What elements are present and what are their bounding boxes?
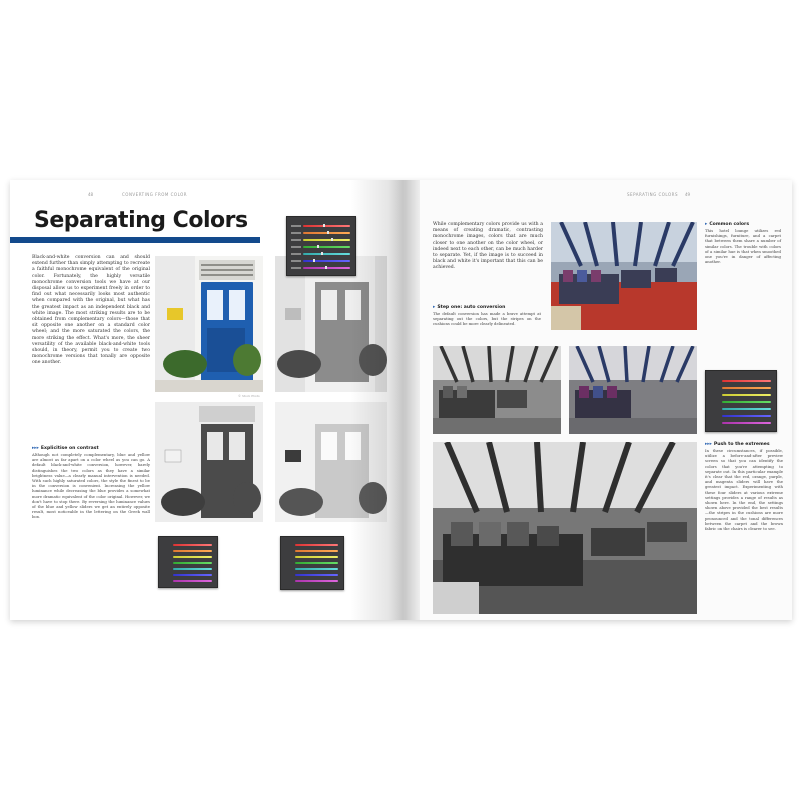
photo-bw-door-1 xyxy=(275,256,387,392)
bw-adjust-panel-3[interactable] xyxy=(280,536,344,590)
page-number-left: 48 xyxy=(88,192,94,197)
slider-track[interactable] xyxy=(303,253,350,255)
slider-label xyxy=(291,225,301,227)
bw-adjust-panel-2[interactable] xyxy=(158,536,218,588)
left-page xyxy=(10,180,405,620)
box-heading-text: Explicitise on contrast xyxy=(40,446,99,451)
slider-track[interactable] xyxy=(303,260,350,262)
box-text: In these circumstances, if possible, utilize a before-and-after preview screen so that you can identify the colors that you're attempting to separate out. In this particular example it's clear that the red, orange, purple, and magenta sliders will have the greatest impact. Experimenting with these four sliders at various extreme settings provides a range of results as shown here. In the end, the settings shown above provided the best results—the stripes in the cushions are more pronounced and the tonal differences between the carpet and the brown fabric on the chairs is clearer to see. xyxy=(705,448,783,532)
explicitise-box xyxy=(32,446,150,520)
box-text: Although not completely complementary, blue and yellow are almost as far apart on a color wheel as you can go. A default black-and-white conversion, however, barely distinguishes the two colors as they have a similar brightness value—a clearly manual intervention is needed. With such highly saturated colors, the style the finest to be in the conversion is convenient. Increasing the yellow luminance while decreasing the blue provides a somewhat more dramatic equivalent of the color original. However, we don't have to stop there. By reversing the luminance values of the blue and yellow sliders we get an entirely opposite result, most noticeable in the lettering on the Greek wall box. xyxy=(32,452,150,520)
slider-track[interactable] xyxy=(722,394,771,396)
lounge-tinted-photo xyxy=(569,346,697,434)
box-heading xyxy=(705,222,781,227)
box-text: The default conversion has made a brave attempt at separating out the colors, but the stripes on the cushions could be more clearly delineated. xyxy=(433,311,541,327)
slider-handle[interactable] xyxy=(321,252,323,255)
running-head-left: CONVERTING FROM COLOR xyxy=(122,192,188,197)
arrow-icon: ▸ xyxy=(705,222,708,227)
arrow-icon: ▸ xyxy=(433,305,436,310)
slider-track[interactable] xyxy=(173,580,212,582)
arrow-icon: ▸▸▸ xyxy=(32,446,39,451)
right-intro-paragraph: While complementary colors provide us with a means of creating dramatic, contrasting monochrome images, colors that are much closer to one another on the color wheel, or indeed next to each other, can be much harder to separate. Yet, if the image is to succeed in black and white it's important that this can be achieved. xyxy=(433,222,543,271)
slider-handle[interactable] xyxy=(317,245,319,248)
blue-door-photo xyxy=(155,256,263,392)
box-heading-text: Step one: auto conversion xyxy=(437,305,506,310)
slider-track[interactable] xyxy=(722,401,771,403)
running-head-right: SEPARATING COLORS xyxy=(627,192,678,197)
box-text: This hotel lounge utilizes red furnishings, furniture, and a carpet that between them share a number of similar colors. The trouble with colors of a similar hue is that when smoothed one you're in danger of affecting another. xyxy=(705,228,781,265)
slider-track[interactable] xyxy=(173,544,212,546)
slider-track[interactable] xyxy=(722,415,771,417)
slider-track[interactable] xyxy=(173,556,212,558)
dark-door-photo xyxy=(155,402,263,522)
page-number-right: 49 xyxy=(685,192,691,197)
title-rule xyxy=(10,237,260,243)
slider-label xyxy=(291,260,301,262)
slider-label xyxy=(291,232,301,234)
slider-track[interactable] xyxy=(303,246,350,248)
photo-bw-door-3 xyxy=(275,402,387,522)
slider-handle[interactable] xyxy=(325,266,327,269)
slider-label xyxy=(291,246,301,248)
slider-label xyxy=(291,239,301,241)
push-to-extremes-box xyxy=(705,442,783,531)
slider-handle[interactable] xyxy=(331,238,333,241)
lounge-bw-photo-1 xyxy=(433,346,561,434)
hotel-lounge-color-photo xyxy=(551,222,697,330)
slider-handle[interactable] xyxy=(327,231,329,234)
slider-track[interactable] xyxy=(173,568,212,570)
slider-track[interactable] xyxy=(303,239,350,241)
intro-paragraph: Black-and-white conversion can and should extend further than simply attempting to recreate a faithful monochrome equivalent of the original color. Fortunately, the highly versatile monochrome conversion tools we have at our disposal allow us to experiment freely in order to find out what necessarily looks most authentic when compared with the original, but what has the greatest impact as an independent black and white image. The most striking results are to be obtained from complementary colors—those that sit opposite one another on a standard color wheel; and the more saturated the colors, the more striking the effect. What's more, the sheer versatility of the available black-and-white tools should, in theory, permit you to create two monochrome versions that tonally are opposite one another. xyxy=(32,255,150,366)
lounge-bw-final-photo xyxy=(433,442,697,614)
photo-lounge-bw-1 xyxy=(433,346,561,434)
slider-track[interactable] xyxy=(173,562,212,564)
grey-door-photo xyxy=(275,256,387,392)
slider-track[interactable] xyxy=(722,422,771,424)
arrow-icon: ▸▸▸ xyxy=(705,442,712,447)
slider-track[interactable] xyxy=(295,580,338,582)
slider-label xyxy=(291,267,301,269)
slider-track[interactable] xyxy=(295,550,338,552)
bw-adjust-panel-1[interactable] xyxy=(286,216,356,276)
slider-track[interactable] xyxy=(303,225,350,227)
box-heading xyxy=(705,442,783,447)
common-colors-box xyxy=(705,222,781,264)
slider-track[interactable] xyxy=(295,544,338,546)
bw-adjust-panel-4[interactable] xyxy=(705,370,777,432)
slider-track[interactable] xyxy=(295,562,338,564)
slider-track[interactable] xyxy=(722,380,771,382)
slider-label xyxy=(291,253,301,255)
box-heading-text: Push to the extremes xyxy=(713,442,770,447)
slider-track[interactable] xyxy=(173,550,212,552)
right-page xyxy=(405,180,792,620)
slider-track[interactable] xyxy=(295,568,338,570)
photo-color-door xyxy=(155,256,263,392)
slider-track[interactable] xyxy=(722,387,771,389)
box-heading xyxy=(32,446,150,451)
photo-lounge-color xyxy=(551,222,697,330)
photo-lounge-bw-final xyxy=(433,442,697,614)
photo-bw-door-2 xyxy=(155,402,263,522)
box-heading xyxy=(433,305,541,310)
box-heading-text: Common colors xyxy=(709,222,750,227)
book-spread xyxy=(10,180,792,620)
page-title: Separating Colors xyxy=(34,208,248,233)
light-door-photo xyxy=(275,402,387,522)
photo-credit: © Stock Photo xyxy=(238,394,260,398)
slider-handle[interactable] xyxy=(313,259,315,262)
slider-track[interactable] xyxy=(173,574,212,576)
slider-track[interactable] xyxy=(722,408,771,410)
slider-handle[interactable] xyxy=(323,224,325,227)
photo-lounge-purple xyxy=(569,346,697,434)
auto-conversion-box xyxy=(433,305,541,327)
slider-track[interactable] xyxy=(295,574,338,576)
slider-track[interactable] xyxy=(295,556,338,558)
